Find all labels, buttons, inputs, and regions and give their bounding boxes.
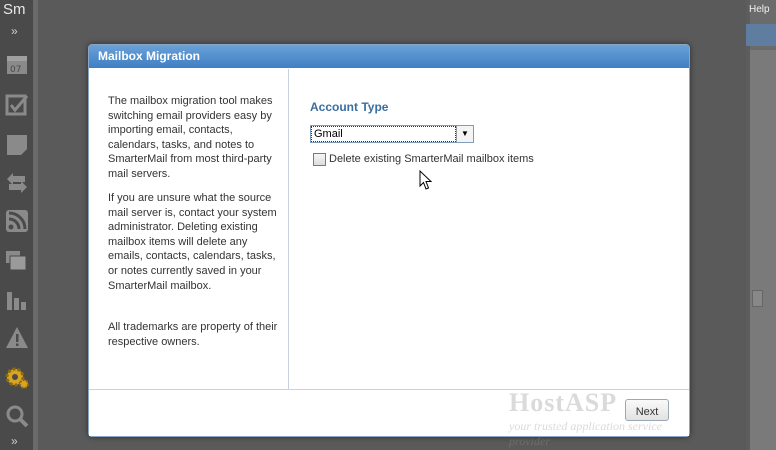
account-type-label: Account Type <box>310 100 389 114</box>
delete-existing-label[interactable]: Delete existing SmarterMail mailbox items <box>329 153 534 165</box>
help-link[interactable]: Help <box>749 4 770 15</box>
panel-header-bar <box>746 24 776 46</box>
rss-icon[interactable] <box>5 209 29 233</box>
panel-dropdown[interactable] <box>752 290 763 307</box>
description-paragraph: If you are unsure what the source mail server is, contact your system administrator. Deleting existing mailbox items will delete any emails, contacts, calendars, tasks, or notes currently saved in your SmarterMail mailbox. <box>108 192 277 292</box>
settings-gear-icon[interactable] <box>5 365 29 389</box>
app-brand: Sm <box>3 1 26 18</box>
sync-icon[interactable] <box>5 171 29 195</box>
description-panel <box>89 69 289 389</box>
delete-existing-checkbox[interactable] <box>313 153 326 166</box>
dialog-title: Mailbox Migration <box>89 45 689 68</box>
description-paragraph: All trademarks are property of their respective owners. <box>108 321 278 348</box>
right-panel <box>746 0 776 450</box>
next-button[interactable]: Next <box>625 399 669 421</box>
settings-panel <box>289 69 689 389</box>
notes-icon[interactable] <box>5 133 29 157</box>
svg-text:07: 07 <box>10 65 22 75</box>
account-type-value: Gmail <box>314 128 343 140</box>
folders-icon[interactable] <box>5 249 29 273</box>
reports-icon[interactable] <box>5 288 29 312</box>
chevron-down-icon[interactable]: » <box>11 24 18 38</box>
tasks-icon[interactable] <box>5 93 29 117</box>
description-paragraph: The mailbox migration tool makes switching email providers easy by importing email, contacts, calendars, tasks, and notes to SmarterMail from most third-party mail servers. <box>108 95 273 180</box>
calendar-icon[interactable] <box>5 52 29 76</box>
account-type-select[interactable] <box>310 125 474 143</box>
search-icon[interactable] <box>5 404 29 428</box>
chevron-down-icon[interactable]: » <box>11 434 18 448</box>
left-sidebar <box>0 0 33 450</box>
dialog-body <box>89 69 689 390</box>
watermark-tagline: your trusted application service provider <box>509 419 662 448</box>
watermark-brand: HostASP <box>509 388 618 417</box>
chevron-down-icon[interactable]: ▼ <box>456 126 473 142</box>
mailbox-migration-dialog <box>88 44 690 448</box>
mouse-cursor-icon <box>419 170 433 190</box>
panel-content <box>750 50 776 450</box>
alert-icon[interactable] <box>5 326 29 350</box>
